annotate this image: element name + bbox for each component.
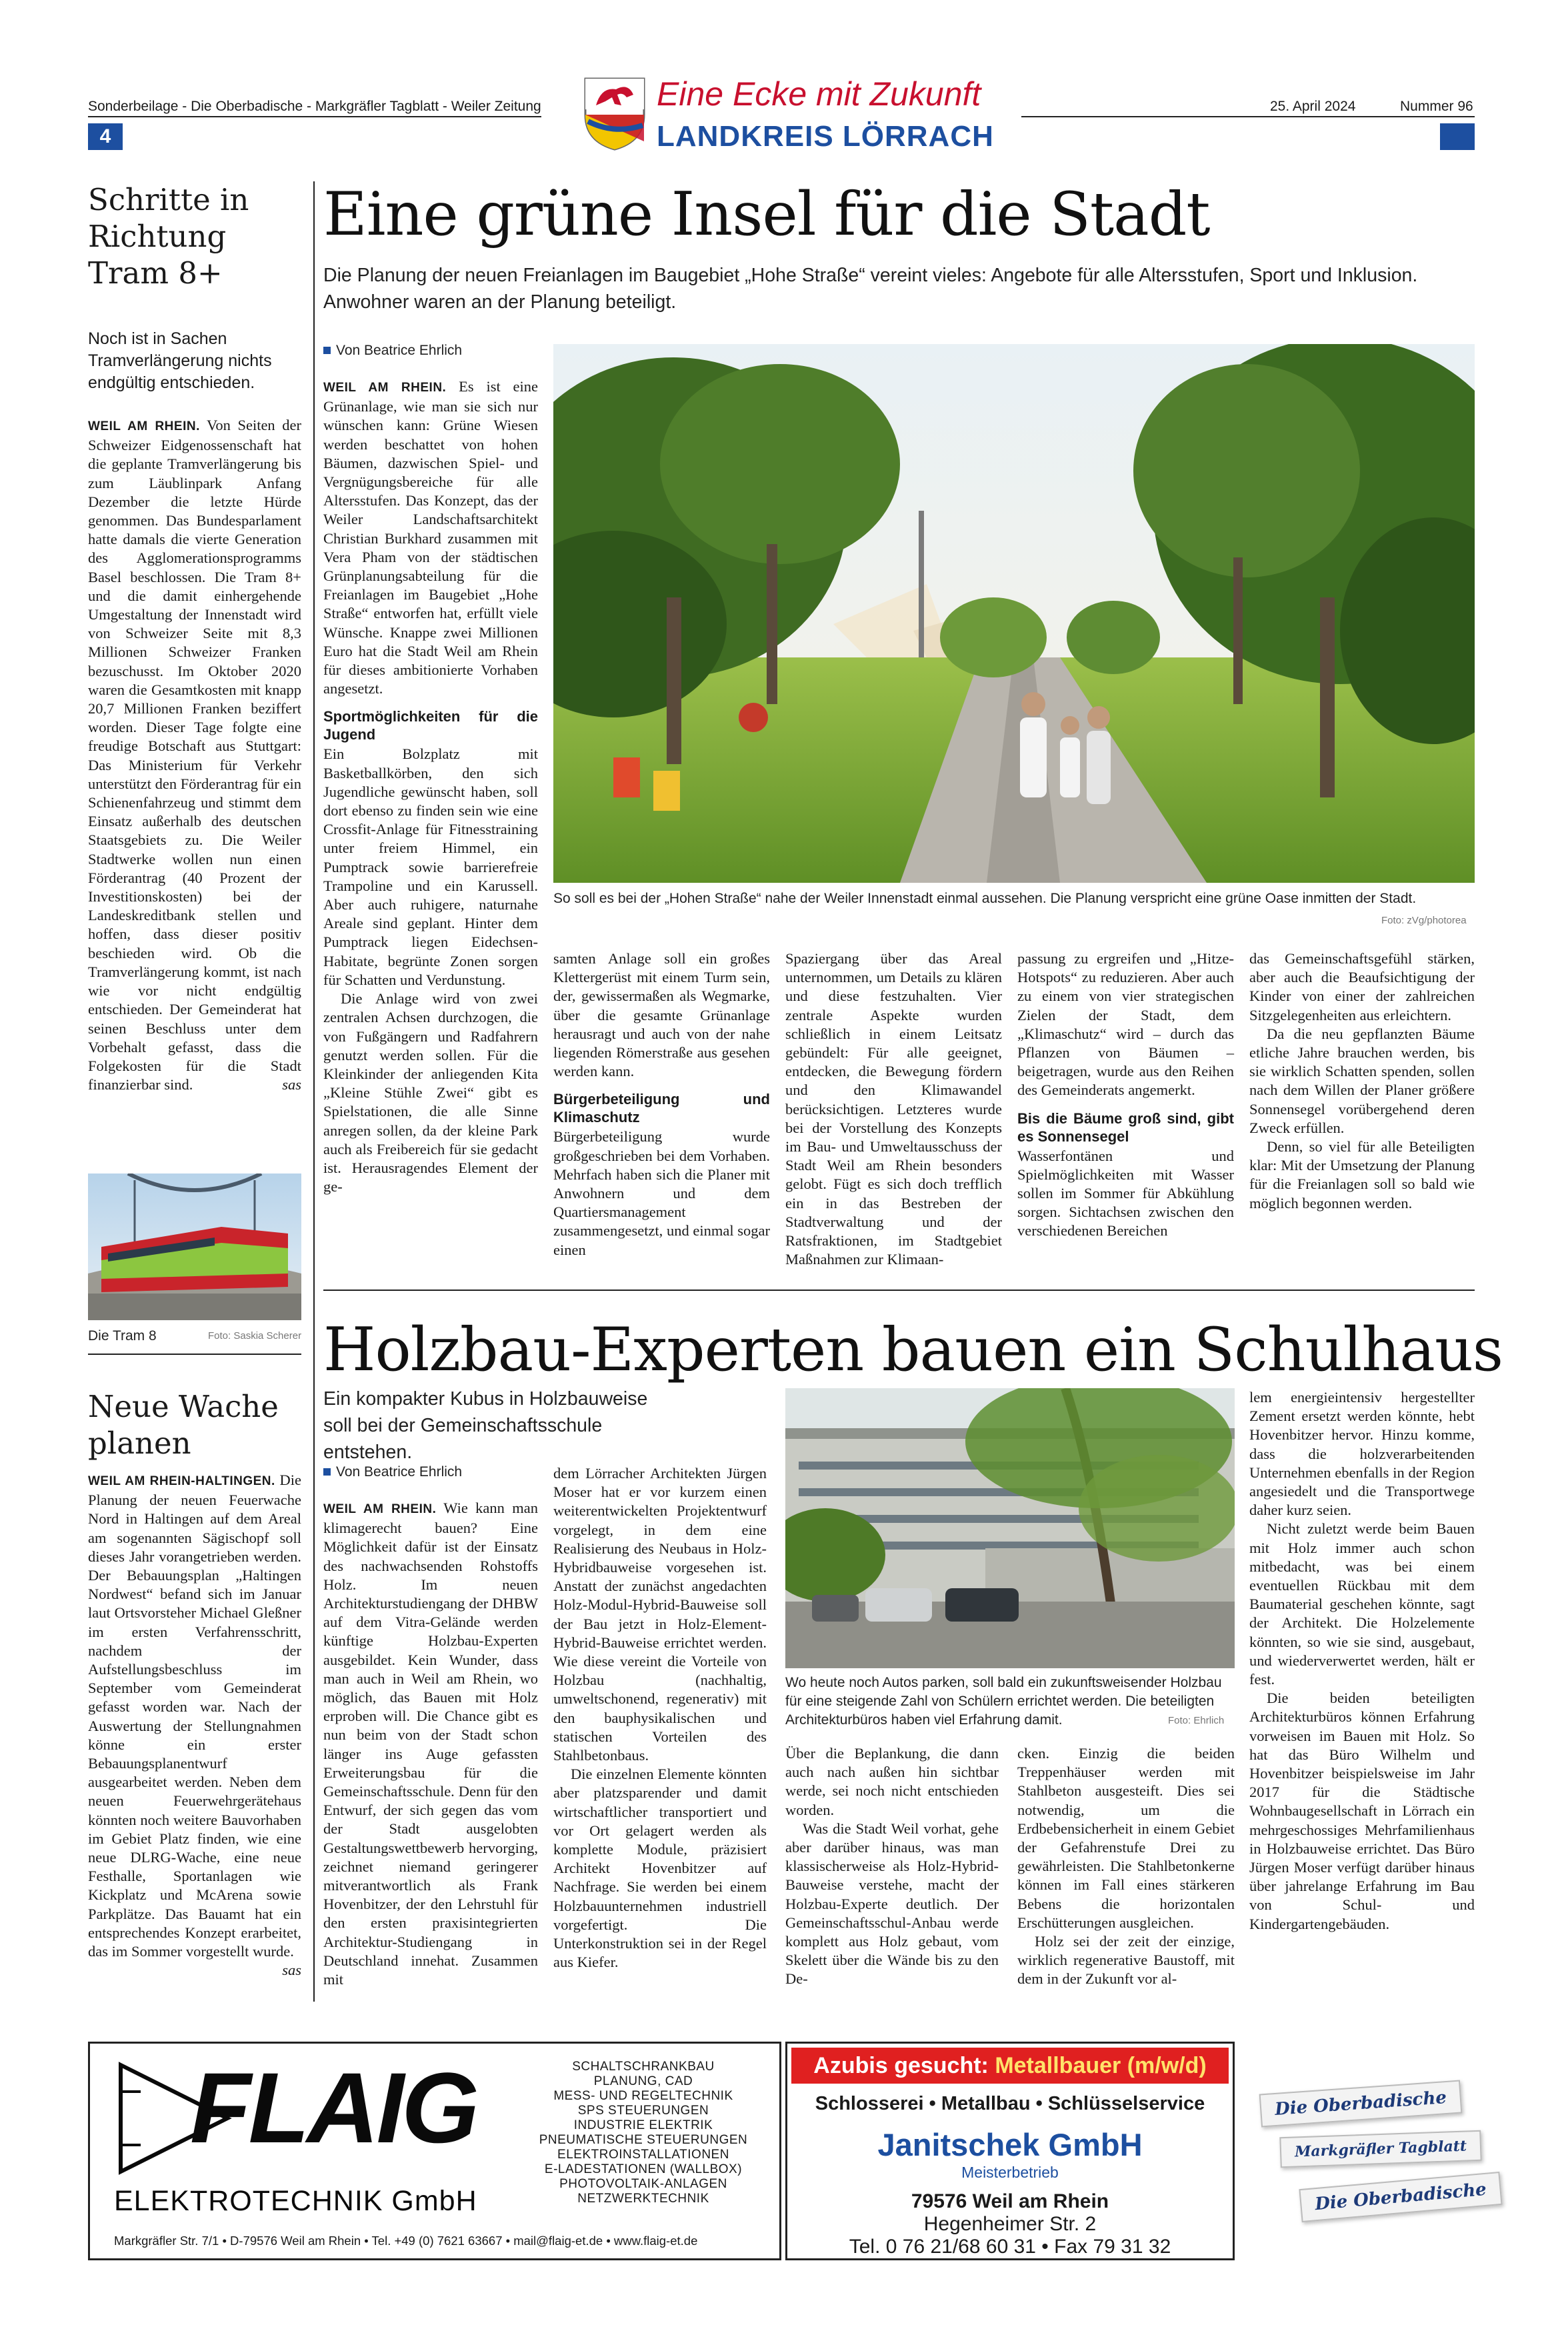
issue-date: 25. April 2024 (1270, 99, 1356, 114)
wache-lead: WEIL AM RHEIN-HALTINGEN. (88, 1474, 275, 1488)
insel-col-1 (323, 377, 538, 1196)
wache-body (88, 1471, 301, 1980)
holzbau-photo-credit: Foto: Ehrlich (1168, 1715, 1225, 1726)
insel-col1-p3: Die Anlage wird von zwei zentralen Achsen durchzogen, die von Fußgängern und Radfahrern genutzt werden sollen. Für die Kleinkinder der anliegenden Kita „Kleine Stühle Zwei“ gibt es Spielstationen, die alle Sinne anregen sollen, da der kleine Park auch als Freibereich für sie gedacht ist. Herausragendes Element der ge- (323, 990, 538, 1196)
wache-headline: Neue Wache planen (88, 1389, 279, 1461)
insel-author: Von Beatrice Ehrlich (336, 343, 463, 358)
landkreis-crest-icon (581, 75, 648, 152)
header-publication: Sonderbeilage - Die Oberbadische - Markgräfler Tagblatt - Weiler Zeitung (88, 99, 541, 114)
holzbau-col5-p3: Die beiden beteiligten Architekturbüros können Erfahrung vorweisen im Bauen mit Holz. So hat das Büro Wilhelm und Hovenbitzer beispielsweise im Jahr 2017 für die Städtische Wohnbaugesellschaft in Lörrach ein mehrgeschossiges Mehrfamilienhaus in Holzbauweise errichtet. Das Büro Jürgen Moser verfügt darüber hinaus über jahrelange Erfahrung im Bau von Schul- und Kindergartengebäuden. (1249, 1690, 1475, 1932)
flaig-service-item: PLANUNG, CAD (593, 2074, 693, 2088)
sidebar-vertical-rule (313, 181, 315, 2002)
janitschek-services: Schlosserei • Metallbau • Schlüsselservice (815, 2093, 1205, 2114)
holzbau-col-2 (553, 1464, 767, 1972)
paper-3: Die Oberbadische (1299, 2172, 1502, 2222)
header-rule-left (88, 116, 541, 117)
tram-photo (88, 1174, 301, 1320)
holzbau-headline: Holzbau-Experten bauen ein Schulhaus (323, 1315, 1503, 1385)
ad-flaig[interactable] (88, 2042, 781, 2260)
tram-photo-credit: Foto: Saskia Scherer (208, 1330, 302, 1342)
flaig-service-item: NETZWERKTECHNIK (577, 2192, 709, 2206)
insel-col-5 (1249, 949, 1475, 1213)
insel-subheadline: Die Planung der neuen Freianlagen im Baugebiet „Hohe Straße“ vereint vieles: Angebote für alle Altersstufen, Sport und Inklusion. Anwohner waren an der Planung beteiligt. (323, 265, 1418, 313)
insel-headline: Eine grüne Insel für die Stadt (323, 179, 1210, 249)
flaig-service-item: SCHALTSCHRANKBAU (572, 2060, 715, 2074)
holzbau-author: Von Beatrice Ehrlich (336, 1464, 463, 1480)
insel-col4-p1: passung zu ergreifen und „Hitze-Hotspots“ zu reduzieren. Aber auch zu einem von vier strategischen Zielen der Stadt, dem „Klimaschutz“ wird – durch das Pflanzen von Bäumen – beigetragen, wurde aus den Reihen des Gemeinderats angemerkt. (1017, 950, 1234, 1099)
insel-col5-p3: Denn, so viel für alle Beteiligten klar: Mit der Umsetzung der Planung für die Freianlagen soll so bald wie möglich begonnen werden. (1249, 1138, 1475, 1212)
insel-subhead-sport: Sportmöglichkeiten für die Jugend (323, 708, 538, 743)
holzbau-subheadline: Ein kompakter Kubus in Holzbauweise soll bei der Gemeinschaftsschule entstehen. (323, 1388, 648, 1463)
janitschek-meister: Meisterbetrieb (961, 2164, 1059, 2181)
insel-subhead-baeume: Bis die Bäume groß sind, gibt es Sonnensegel (1017, 1109, 1234, 1145)
paper-1: Die Oberbadische (1259, 2080, 1463, 2128)
insel-col-3 (785, 949, 1002, 1269)
tram-signature: sas (282, 1076, 301, 1093)
janitschek-street: Hegenheimer Str. 2 (923, 2213, 1097, 2235)
article-divider (323, 1290, 1475, 1291)
holzbau-col5-p2: Nicht zuletzt werde beim Bauen mit Holz immer auch schon mitbedacht, was bei einem eventuellen Rückbau mit dem Baumaterial geschehen könnte, sagt der Architekt. Die Holzelemente könnten, so wie sie sind, ausgebaut, und wiederverwertet werden, hält er fest. (1249, 1520, 1475, 1688)
ad-janitschek[interactable] (785, 2042, 1235, 2260)
flaig-service-item: MESS- UND REGELTECHNIK (553, 2089, 733, 2103)
school-building-photo (785, 1388, 1235, 1668)
banner-prefix: Azubis gesucht: (813, 2053, 989, 2078)
tram-headline: Schritte in Richtung Tram 8+ (88, 182, 249, 291)
insel-col5-p2: Da die neu gepflanzten Bäume etliche Jahre brauchen werden, bis sie wirklich Schatten spenden, sollen nach dem Willen der Planer größere Sonnensegel vorübergehend deren Zweck erfüllen. (1249, 1025, 1475, 1136)
holzbau-col4-p1: cken. Einzig die beiden Treppenhäuser werden mit Stahlbeton ausgesteift. Dies sei notwendig, um die Erdbebensicherheit in einem Gebiet der Gefahrenstufe Drei zu gewährleisten. Die Stahlbetonkerne können im Fall eines stärkeren Bebens die horizontalen Erschütterungen ausgleichen. (1017, 1745, 1235, 1931)
insel-col2-p1: samten Anlage soll ein großes Klettergerüst mit einem Turm sein, der, gewissermaßen als Wegmarke, über die gesamte Grünanlage herausragt und auch von der nahe liegenden Römerstraße aus gesehen werden kann. (553, 950, 770, 1080)
flaig-service-item: PNEUMATISCHE STEUERUNGEN (539, 2133, 748, 2147)
insel-col-2 (553, 949, 770, 1260)
flaig-logo: FLAIG (190, 2052, 477, 2164)
holzbau-col2-p1: dem Lörracher Architekten Jürgen Moser hat er vor kurzem einen weiterentwickelten Projektentwurf vorgelegt, in dem eine Realisierung des Neubaus in Holz-Hybridbauweise vorgesehen ist. Anstatt der zunächst angedachten Holz-Modul-Hybrid-Bauweise soll der Bau jetzt in Holz-Element-Hybrid-Bauweise errichtet werden. Wie diese vereint die Vorteile von Holzbau (nachhaltig, umweltschonend, regenerativ) mit den bauphysikalischen und statischen Vorteilen des Stahlbetonbaus. (553, 1465, 767, 1764)
insel-lead: WEIL AM RHEIN. (323, 381, 447, 395)
holzbau-col3-p1: Über die Beplankung, die dann auch nach außen hin sichtbar werde, sei noch nicht entschieden worden. (785, 1745, 999, 1818)
holzbau-lead: WEIL AM RHEIN. (323, 1502, 437, 1516)
holzbau-col-5 (1249, 1388, 1475, 1934)
holzbau-col-1 (323, 1499, 538, 1989)
wache-signature: sas (282, 1962, 301, 1979)
insel-col3-p1: Spaziergang über das Areal unternommen, um Details zu klären und diese festzuhalten. Vier zentrale Aspekte wurden schließlich in einem Leitsatz gebündelt: Für alle geeignet, entdecken, die Bewegung fördern und den Klimawandel berücksichtigen. Letzteres wurde bei der Vorstellung des Konzepts im Bau- und Umweltausschuss der Stadt Weil am Rhein besonders gelobt. Fügt es sich doch trefflich ein in das Bestreben der Stadtverwaltung und der Ratsfraktionen, im Stadtgebiet Maßnahmen zur Klimaan- (785, 950, 1002, 1268)
issue-number: Nummer 96 (1400, 99, 1473, 114)
insel-col4-p2: Wasserfontänen und Spielmöglichkeiten mit Wasser sollen im Sommer für Abkühlung sorgen. Sichtachsen zwischen den verschiedenen Bereichen (1017, 1147, 1234, 1240)
flaig-service-item: PHOTOVOLTAIK-ANLAGEN (559, 2177, 727, 2191)
holzbau-col2-p2: Die einzelnen Elemente könnten aber platzsparender und damit wirtschaftlicher transportiert und vor Ort gelagert werden als komplette Module, präzisiert Architekt Hovenbitzer auf Nachfrage. Sie werden bei einem Holzbauunternehmen industriell vorgefertigt. Die Unterkonstruktion sei in der Regel aus Kiefer. (553, 1766, 767, 1971)
holzbau-col3-p2: Was die Stadt Weil vorhat, gehe aber darüber hinaus, was man klassischerweise als Holz-Hybrid-Bauweise verstehe, macht der Holzbau-Experte deutlich. Der Gemeinschaftsschul-Anbau werde komplett aus Holz gebaut, vom Skelett über die Wände bis zu den De- (785, 1820, 999, 1988)
holzbau-col4-p2: Holz sei der zeit der einzige, wirklich regenerative Baustoff, mit dem in der Zukunft vor al- (1017, 1933, 1235, 1988)
flaig-service-item: E-LADESTATIONEN (WALLBOX) (544, 2162, 743, 2176)
flaig-service-item: INDUSTRIE ELEKTRIK (573, 2118, 713, 2132)
tram-body (88, 416, 301, 1094)
byline-marker-icon (323, 1468, 331, 1476)
header-rule-right (1021, 116, 1475, 117)
flaig-service-item: ELEKTROINSTALLATIONEN (557, 2148, 729, 2162)
janitschek-name: Janitschek GmbH (877, 2127, 1143, 2162)
insel-photo-credit: Foto: zVg/photorea (1381, 915, 1467, 926)
wache-text: Die Planung der neuen Feuerwache Nord in Haltingen auf dem Areal am sogenannten Sägischopf soll dieses Jahr vorangetrieben werden. Der Bebauungsplan „Haltingen Nordwest“ befand sich im Januar laut Ortsvorsteher Michael Gleßner im ersten Verfahrensschritt, nachdem der Aufstellungsbeschluss im September vom Gemeinderat gefasst worden war. Nach der Auswertung der Stellungnahmen könne ein erster Bebauungsplanentwurf ausgearbeitet werden. Neben dem neuen Feuerwehrgerätehaus könnten noch weitere Bauvorhaben im Gebiet Platz finden, wie eine neue DLRG-Wache, eine neue Festhalle, Sportanlagen wie Kickplatz und McArena sowie Parkplätze. Das Bauamt hat ein entsprechendes Konzept erarbeitet, das im Sommer vorgestellt wurde. (88, 1472, 301, 1960)
page-number: 4 (88, 123, 123, 150)
flaig-address: Markgräfler Str. 7/1 • D-79576 Weil am Rhein • Tel. +49 (0) 7621 63667 • mail@flaig-et.de • www.flaig-et.de (114, 2234, 698, 2248)
insel-subhead-buerger: Bürgerbeteiligung und Klimaschutz (553, 1091, 770, 1126)
holzbau-photo-caption: Wo heute noch Autos parken, soll bald ein zukunftsweisender Holzbau für eine steigende Zahl von Schülern errichtet werden. Die beteiligten Architekturbüros haben viel Erfahrung damit. (785, 1675, 1222, 1728)
holzbau-col-3 (785, 1744, 999, 1989)
tram-lead: WEIL AM RHEIN. (88, 419, 200, 433)
janitschek-city: 79576 Weil am Rhein (911, 2190, 1109, 2212)
newspaper-stack-ad (1253, 2074, 1487, 2247)
insel-byline (323, 343, 462, 359)
insel-col1-p1: Es ist eine Grünanlage, wie man sie sich nur wünschen kann: Grüne Wiesen werden beschattet von hohen Bäumen, dazwischen Spiel- und Vergnügungsbereiche für alle Altersstufen. Das Konzept, das der Weiler Landschaftsarchitekt Christian Burkhard zusammen mit Vera Pham von der städtischen Grünplanungsabteilung für die Freianlagen im Baugebiet „Hohe Straße“ entworfen hat, erfüllt viele Wünsche. Knappe zwei Millionen Euro hat die Stadt Weil am Rhein für dieses ambitionierte Vorhaben angesetzt. (323, 378, 538, 697)
janitschek-phone: Tel. 0 76 21/68 60 31 • Fax 79 31 32 (849, 2236, 1171, 2258)
sidebar-divider (88, 1354, 301, 1355)
holzbau-col5-p1: lem energieintensiv hergestellter Zement ersetzt werden könnte, hebt Hovenbitzer hervor. Hinzu komme, dass die holzverarbeitenden Unternehmen ebenfalls in der Region angesiedelt und die Transportwege daher kurz seien. (1249, 1389, 1475, 1519)
insel-col5-p1: das Gemeinschaftsgefühl stärken, aber auch die Beaufsichtigung der Kinder von einer der zahlreichen Sitzgelegenheiten aus erleichtern. (1249, 950, 1475, 1023)
insel-col2-p2: Bürgerbeteiligung wurde großgeschrieben bei dem Vorhaben. Mehrfach haben sich die Planer mit Anwohnern und dem Quartiersmanagement zusammengesetzt, und einmal sogar einen (553, 1128, 770, 1258)
insel-col1-p2: Ein Bolzplatz mit Basketballkörben, den sich Jugendliche gewünscht haben, soll dort ebenso zu finden sein wie eine Crossfit-Anlage für Fitnesstraining unter freiem Himmel, ein Pumptrack sowie barrierefreie Trampoline und ein Karussell. Aber auch ruhigere, naturnahe Areale sind geplant. Hinter dem Pumptrack liegen Eidechsen-Habitate, begrünte Zonen sorgen für Schatten und Verdunstung. (323, 745, 538, 988)
flaig-service-item: SPS STEUERUNGEN (577, 2104, 709, 2118)
holzbau-col1-text: Wie kann man klimagerecht bauen? Eine Möglichkeit dafür ist der Einsatz des nachwachsenden Rohstoffs Holz. Im neuen Architekturstudiengang der DHBW auf dem Vitra-Gelände werden künftige Holzbau-Experten ausgebildet. Kein Wunder, dass man auch in Weil am Rhein, wo möglich, das Bauen mit Holz erproben will. Die Chance gibt es nun beim von der Stadt schon länger ins Auge gefassten Erweiterungsbau für die Gemeinschaftsschule. Denn für den Entwurf, der sich gegen das vom der Stadt ausgelobten Gestaltungswettbewerb hervorging, zeichnet niemand geringerer mitverantwortlich als Frank Hovenbitzer, der den Lehrstuhl für den ersten praxisintegrierten Architektur-Studiengang in Deutschland innehat. Zusammen mit (323, 1500, 538, 1988)
header-blue-marker (1440, 123, 1475, 150)
banner-job: Metallbauer (m/w/d) (995, 2053, 1207, 2078)
insel-rendering-photo (553, 344, 1475, 883)
supplement-subtitle: LANDKREIS LÖRRACH (657, 120, 994, 153)
insel-photo-caption: So soll es bei der „Hohen Straße“ nahe der Weiler Innenstadt einmal aussehen. Die Planung verspricht eine grüne Oase inmitten der Stadt. (553, 891, 1417, 906)
paper-2: Markgräfler Tagblatt (1279, 2130, 1482, 2168)
holzbau-col-4 (1017, 1744, 1235, 1989)
flaig-subtitle: ELEKTROTECHNIK GmbH (114, 2185, 477, 2217)
insel-col-4 (1017, 949, 1234, 1241)
byline-marker-icon (323, 347, 331, 354)
tram-photo-caption: Die Tram 8 (88, 1328, 157, 1344)
tram-text: Von Seiten der Schweizer Eidgenossenschaft hat die geplante Tramverlängerung bis zum Läublinpark Anfang Dezember die letzte Hürde genommen. Das Bundesparlament hatte damals die vierte Generation des Agglomerationsprogramms Basel beschlossen. Die Tram 8+ und die damit einhergehende Umgestaltung der Innenstadt wird von Schweizer Seite mit 8,3 Millionen Schweizer Franken bezuschusst. Im Oktober 2020 waren die Gesamtkosten mit knapp 20,7 Millionen Franken beziffert worden. Dieser Tage folgte eine freudige Botschaft aus Stuttgart: Das Ministerium für Verkehr unterstützt den Förderantrag für ein Schienenfahrzeug und stimmt dem Einsatz außerhalb des deutschen Staatsgebiets zu. Die Weiler Stadtwerke wollen nun einen Förderantrag (40 Prozent der Investitionskosten) bei der Landeskreditbank stellen und hoffen, dass dieser positiv beschieden wird. Ob die Tramverlängerung kommt, ist nach wie vor nicht endgültig entschieden. Der Gemeinderat hat seinen Beschluss unter dem Vorbehalt gefasst, dass die Folgekosten für die Stadt finanzierbar sind. (88, 417, 301, 1093)
tram-intro: Noch ist in Sachen Tramverlängerung nichts endgültig entschieden. (88, 329, 272, 392)
flaig-services (517, 2060, 770, 2206)
holzbau-byline (323, 1464, 462, 1480)
janitschek-job-banner (791, 2048, 1229, 2084)
supplement-title: Eine Ecke mit Zukunft (657, 75, 981, 113)
